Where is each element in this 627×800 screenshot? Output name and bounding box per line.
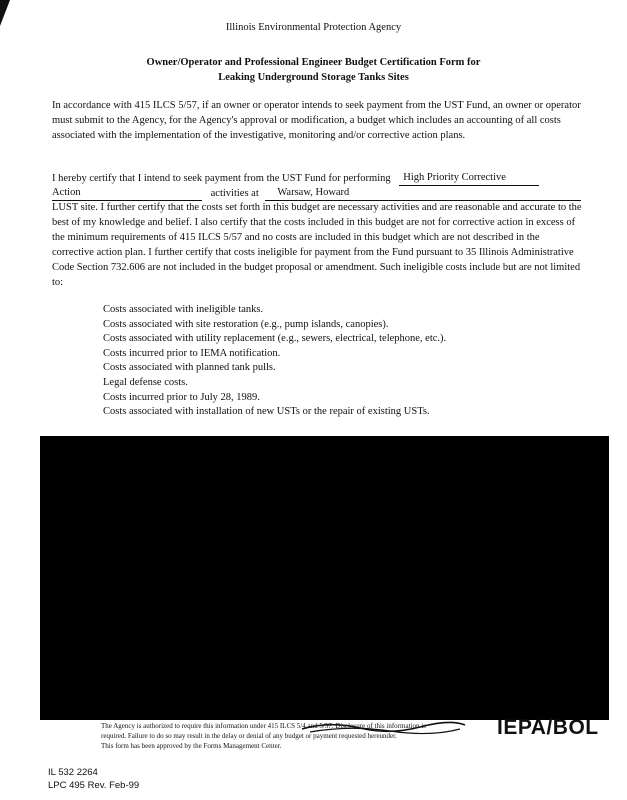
form-title-line-1: Owner/Operator and Professional Engineer Budget Certification Form for: [146, 57, 481, 68]
activity-field-line2[interactable]: [52, 185, 202, 201]
footer-line-3: This form has been approved by the Forms Management Center.: [101, 742, 282, 750]
site-field[interactable]: [265, 185, 581, 201]
form-title: [0, 55, 627, 85]
list-item: Costs incurred prior to IEMA notification.: [103, 347, 281, 359]
form-id: IL 532 2264: [48, 767, 98, 778]
list-item: Costs incurred prior to July 28, 1989.: [103, 391, 260, 403]
iepa-bol-logo: IEPA/BOL: [497, 716, 599, 739]
intro-paragraph: In accordance with 415 ILCS 5/57, if an owner or operator intends to seek payment from the UST Fund, an owner or operator must submit to the Agency, for the Agency's approval or modification, a budget which includes an accounting of all costs associated with the implementation of the investigative, monitoring and/or corrective action plans.: [52, 100, 581, 141]
site-value: Warsaw, Howard: [277, 187, 350, 198]
certify-middle: activities at: [210, 188, 259, 199]
activity-value-1: High Priority Corrective: [403, 172, 506, 183]
agency-name: Illinois Environmental Protection Agency: [225, 22, 402, 33]
certification-statement: [52, 170, 582, 200]
list-item: Costs associated with planned tank pulls.: [103, 362, 276, 374]
activity-field-line1[interactable]: [399, 170, 539, 186]
list-item: Costs associated with utility replacement (e.g., sewers, electrical, telephone, etc.).: [103, 333, 447, 345]
form-title-line-2: Leaking Underground Storage Tanks Sites: [218, 72, 409, 83]
certify-prefix: I hereby certify that I intend to seek payment from the UST Fund for performing: [52, 173, 391, 184]
form-identifiers: [48, 766, 139, 792]
handwritten-scribble-mark: [300, 719, 470, 735]
list-item: Costs associated with installation of new USTs or the repair of existing USTs.: [103, 406, 430, 418]
list-item: Costs associated with ineligible tanks.: [103, 304, 264, 315]
list-item: Legal defense costs.: [103, 376, 188, 388]
form-revision: LPC 495 Rev. Feb-99: [48, 780, 140, 791]
footer-line-2: required. Failure to do so may result in the delay or denial of any budget or payment requested hereunder.: [101, 732, 397, 740]
footer-line-1: The Agency is authorized to require this information under 415 ILCS 5/4 and 5/57. Disclosure of this information is: [101, 722, 426, 730]
activity-value-2: Action: [52, 187, 81, 198]
ineligible-costs-list: [103, 303, 523, 420]
certification-continuation: LUST site. I further certify that the costs set forth in this budget are necessary activities and are reasonable and accurate to the best of my knowledge and belief. I also certify that the costs included in this budget are not for corrective action in excess of the minimum requirements of 415 ILCS 5/57 and no costs are included in this budget which are not described in the corrective action plan. I further certify that costs ineligible for payment from the Fund pursuant to 35 Illinois Administrative Code Section 732.606 are not included in the budget proposal or amendment. Such ineligible costs include but are not limited to:: [52, 202, 582, 288]
redaction-block: [40, 436, 609, 720]
list-item: Costs associated with site restoration (e.g., pump islands, canopies).: [103, 318, 389, 330]
